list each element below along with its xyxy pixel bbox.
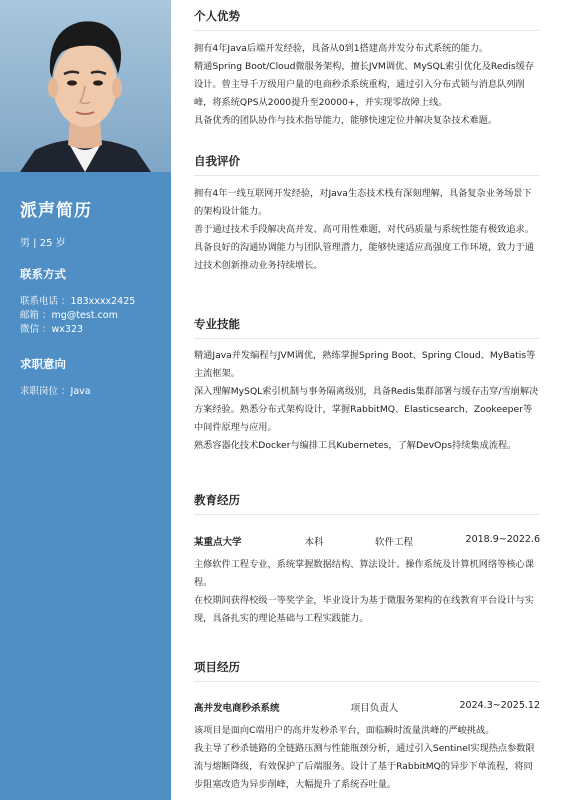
education-heading: 教育经历	[194, 493, 240, 507]
project-line: 该项目是面向C端用户的高并发秒杀平台，面临瞬时流量洪峰的严峻挑战。	[194, 725, 495, 736]
education-row	[194, 534, 540, 548]
section-divider	[194, 681, 540, 682]
skills-heading: 专业技能	[194, 317, 240, 331]
contact-email: 邮箱 ：mg@test.com	[20, 310, 118, 321]
skill-line: 熟悉容器化技术Docker与编排工具Kubernetes，了解DevOps持续集成流程。	[194, 440, 517, 451]
intent-heading: 求职意向	[20, 357, 66, 371]
self-eval-line: 善于通过技术手段解决高并发、高可用性难题，对代码质量与系统性能有极致追求。	[194, 224, 534, 235]
contact-wechat: 微信 ：wx323	[20, 324, 84, 335]
skill-line: 精通Java并发编程与JVM调优，熟练掌握Spring Boot、Spring Cloud、MyBatis等主流框架。	[194, 350, 536, 379]
gender-age: 男 | 25 岁	[20, 238, 66, 249]
project-role: 项目负责人	[350, 703, 399, 714]
intent-position: 求职岗位 ：Java	[20, 386, 91, 397]
school-name: 某重点大学	[194, 537, 242, 548]
degree: 本科	[304, 537, 324, 548]
section-divider	[194, 175, 540, 176]
profile-photo	[0, 0, 171, 172]
project-heading: 项目经历	[194, 660, 240, 674]
sidebar	[0, 0, 171, 800]
section-divider	[194, 514, 540, 515]
project-row	[194, 700, 540, 714]
skill-line: 深入理解MySQL索引机制与事务隔离级别，具备Redis集群部署与缓存击穿/雪崩解决方案经验。熟悉分布式架构设计，掌握RabbitMQ、Elasticsearch、Zookeeper等中间件原理与应用。	[194, 386, 539, 433]
advantage-line: 精通Spring Boot/Cloud微服务架构，擅长JVM调优、MySQL索引优化及Redis缓存设计。曾主导千万级用户量的电商秒杀系统重构，通过引入分布式锁与消息队列削峰，将系统QPS从2000提升至20000+，并实现零故障上线。	[194, 61, 535, 108]
resume-title: 派声简历	[20, 201, 92, 221]
education-line: 在校期间获得校级一等奖学金，毕业设计为基于微服务架构的在线教育平台设计与实现，具备扎实的理论基础与工程实践能力。	[194, 595, 534, 624]
section-divider	[194, 338, 540, 339]
education-period: 2018.9~2022.6	[465, 534, 540, 545]
project-period: 2024.3~2025.12	[459, 700, 540, 711]
advantages-text	[194, 40, 540, 130]
project-line: 我主导了秒杀链路的全链路压测与性能瓶颈分析，通过引入Sentinel实现热点参数限流与熔断降级，有效保护了后端服务。设计了基于RabbitMQ的异步下单流程，将同步阻塞改造为异步削峰，大幅提升了系统吞吐量。	[194, 743, 535, 790]
contact-phone: 联系电话 ：183xxxx2425	[20, 296, 136, 307]
self-eval-line: 具备良好的沟通协调能力与团队管理潜力，能够快速适应高强度工作环境，致力于通过技术创新推动业务持续增长。	[194, 242, 534, 271]
avatar-illustration	[0, 0, 171, 172]
section-divider	[194, 30, 540, 31]
self-eval-line: 拥有4年一线互联网开发经验，对Java生态技术栈有深刻理解，具备复杂业务场景下的架构设计能力。	[194, 188, 532, 217]
self-eval-text	[194, 185, 540, 275]
project-text	[194, 722, 540, 794]
advantages-heading: 个人优势	[194, 9, 240, 23]
major: 软件工程	[375, 537, 414, 548]
project-name: 高并发电商秒杀系统	[194, 703, 280, 714]
advantage-line: 具备优秀的团队协作与技术指导能力，能够快速定位并解决复杂技术难题。	[194, 115, 498, 126]
education-line: 主修软件工程专业，系统掌握数据结构、算法设计、操作系统及计算机网络等核心课程。	[194, 559, 534, 588]
contact-heading: 联系方式	[20, 267, 66, 281]
skills-text	[194, 347, 540, 455]
education-text	[194, 556, 540, 628]
self-eval-heading: 自我评价	[194, 154, 240, 168]
advantage-line: 拥有4年Java后端开发经验，具备从0到1搭建高并发分布式系统的能力。	[194, 43, 489, 54]
